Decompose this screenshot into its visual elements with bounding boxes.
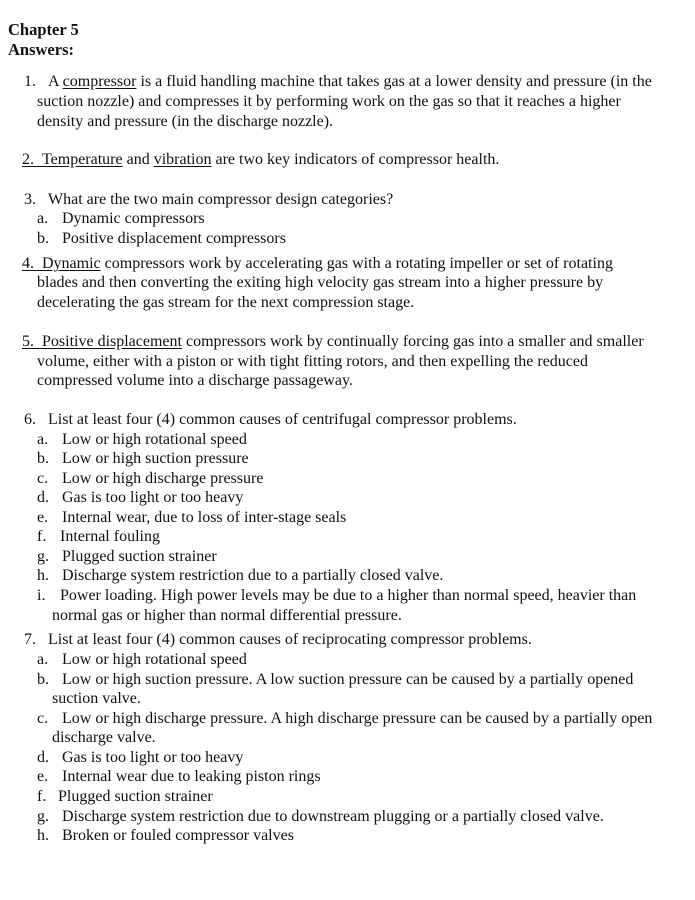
q6-item-text: Power loading. High power levels may be due to a higher than normal speed, heavier than [60,587,637,604]
q2-line: 2. Temperature and vibration are two key indicators of compressor health. [22,151,500,168]
q3-item-letter: a. [37,210,49,227]
q1-line-1: A compressor is a fluid handling machine that takes gas at a lower density and pressure (in the [48,73,652,90]
q4-term: 4. Dynamic [22,255,101,272]
q7-item-text: Gas is too light or too heavy [62,749,244,766]
q5-line-3: compressed volume into a discharge passageway. [37,372,353,389]
q7-question: List at least four (4) common causes of reciprocating compressor problems. [48,631,532,648]
q6-item-letter: f. [37,528,47,545]
q6-question: List at least four (4) common causes of centrifugal compressor problems. [48,411,517,428]
q7-item-text: Low or high discharge pressure. A high discharge pressure can be caused by a partially open [62,710,653,727]
q6-item-letter: a. [37,431,49,448]
q6-item-letter: h. [37,567,49,584]
q6-item-letter: g. [37,548,49,565]
q5-term: 5. Positive displacement [22,333,182,350]
q7-item-letter: c. [37,710,49,727]
q7-item-letter: f. [37,788,47,805]
q7-item-text: Broken or fouled compressor valves [62,827,294,844]
q6-item-text: Low or high discharge pressure [62,470,264,487]
q4-line-3: decelerating the gas stream for the next compression stage. [37,294,415,311]
q6-item-letter: b. [37,450,49,467]
q6-number: 6. [24,411,36,428]
q3-item-text: Dynamic compressors [62,210,205,227]
q7-item-text: Discharge system restriction due to downstream plugging or a partially closed valve. [62,808,604,825]
q1-line-2: suction nozzle) and compresses it by performing work on the gas so that it reaches a higher [37,93,621,110]
q6-item-text: Plugged suction strainer [62,548,217,565]
q7-item-letter: h. [37,827,49,844]
q6-item-text: Low or high suction pressure [62,450,249,467]
q3-question: What are the two main compressor design categories? [48,191,394,208]
q7-item-letter: g. [37,808,49,825]
q7-item-text: Low or high rotational speed [62,651,247,668]
q7-number: 7. [24,631,36,648]
q1-line-3: density and pressure (in the discharge nozzle). [37,113,334,130]
q6-item-text: Discharge system restriction due to a partially closed valve. [62,567,444,584]
q6-item-letter: c. [37,470,49,487]
q6-item-continuation: normal gas or higher than normal differential pressure. [52,607,402,624]
q7-item-continuation: discharge valve. [52,729,156,746]
chapter-title: Chapter 5 [8,20,79,39]
q7-item-text: Plugged suction strainer [58,788,213,805]
q5-line-1: 5. Positive displacement compressors work by continually forcing gas into a smaller and smaller [22,333,644,350]
answers-heading: Answers: [8,40,74,59]
q1-number: 1. [24,73,36,90]
q3-number: 3. [24,191,36,208]
q7-item-text: Internal wear due to leaking piston rings [62,768,321,785]
q5-line-2: volume, either with a piston or with tight fitting rotors, and then expelling the reduced [37,353,588,370]
q7-item-letter: e. [37,768,49,785]
q2-number: 2. Temperature [22,151,123,168]
q6-item-text: Low or high rotational speed [62,431,247,448]
q4-line-1: 4. Dynamic compressors work by accelerating gas with a rotating impeller or set of rotating [22,255,613,272]
q6-item-text: Gas is too light or too heavy [62,489,244,506]
q3-item-text: Positive displacement compressors [62,230,286,247]
q4-line-2: blades and then converting the exiting high velocity gas stream into a higher pressure by [37,274,604,291]
q6-item-letter: e. [37,509,49,526]
q1-term: compressor [62,73,137,90]
q6-item-text: Internal fouling [60,528,160,545]
q6-item-letter: i. [37,587,46,604]
q7-item-letter: b. [37,671,49,688]
q7-item-letter: a. [37,651,49,668]
q7-item-letter: d. [37,749,49,766]
q6-item-text: Internal wear, due to loss of inter-stage seals [62,509,347,526]
q3-item-letter: b. [37,230,49,247]
q2-term-2: vibration [153,151,212,168]
q7-item-continuation: suction valve. [52,690,141,707]
q6-item-letter: d. [37,489,49,506]
q7-item-text: Low or high suction pressure. A low suction pressure can be caused by a partially opened [62,671,634,688]
